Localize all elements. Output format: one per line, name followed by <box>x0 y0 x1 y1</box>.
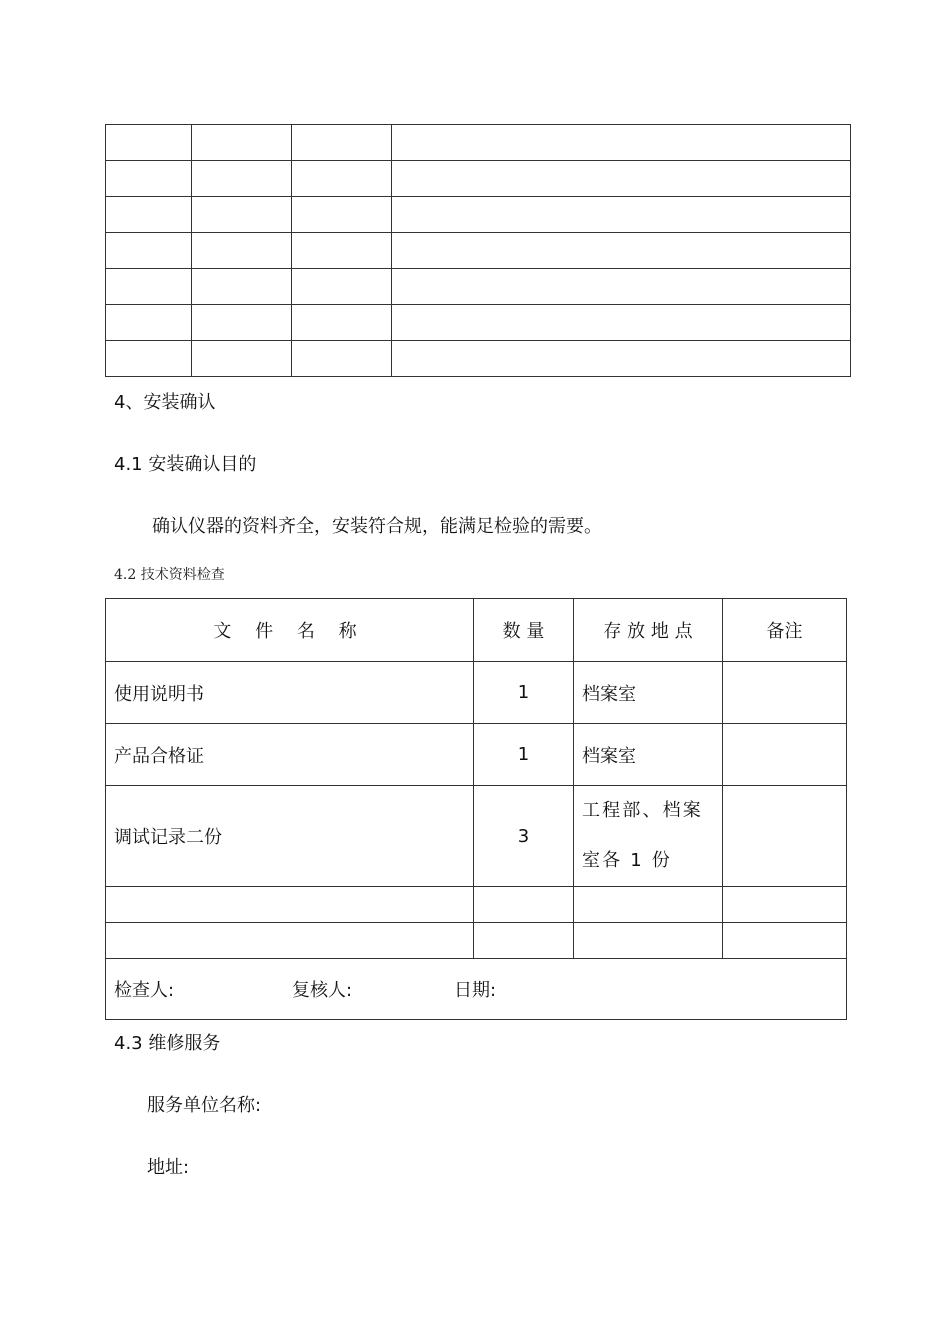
blank-record-table <box>105 124 851 377</box>
doc-location-cell <box>574 923 723 959</box>
table-row <box>106 786 847 887</box>
doc-qty-cell <box>474 923 574 959</box>
doc-location-cell: 档案室 <box>574 662 723 724</box>
col-header-quantity: 数 量 <box>474 599 574 662</box>
table-row <box>106 233 851 269</box>
reviewer-label: 复核人: <box>292 980 353 1001</box>
table-row <box>106 197 851 233</box>
doc-note-cell <box>723 786 847 887</box>
doc-name-cell: 调试记录二份 <box>106 786 474 887</box>
doc-qty-cell <box>474 887 574 923</box>
doc-name-cell: 产品合格证 <box>106 724 474 786</box>
doc-name-cell <box>106 887 474 923</box>
signature-cell <box>106 959 847 1020</box>
doc-note-cell <box>723 887 847 923</box>
doc-qty-cell: 3 <box>474 786 574 887</box>
doc-qty-cell: 1 <box>474 724 574 786</box>
table-row <box>106 305 851 341</box>
technical-documents-table <box>105 598 847 1020</box>
signature-row <box>106 959 847 1020</box>
table-row <box>106 923 847 959</box>
table-row <box>106 269 851 305</box>
purpose-text: 确认仪器的资料齐全，安装符合规，能满足检验的需要。 <box>152 516 602 537</box>
doc-note-cell <box>723 662 847 724</box>
section-4-2-heading: 4.2 技术资料检查 <box>114 567 225 583</box>
table-header-row <box>106 599 847 662</box>
col-header-note: 备注 <box>723 599 847 662</box>
section-4-1-heading: 4.1 安装确认目的 <box>114 454 257 475</box>
doc-qty-cell: 1 <box>474 662 574 724</box>
doc-note-cell <box>723 724 847 786</box>
col-header-location: 存 放 地 点 <box>574 599 723 662</box>
address-label: 地址: <box>147 1157 190 1178</box>
date-label: 日期: <box>454 980 497 1001</box>
table-row <box>106 724 847 786</box>
section-4-heading: 4、安装确认 <box>114 392 216 413</box>
table-row <box>106 341 851 377</box>
doc-name-cell <box>106 923 474 959</box>
table-row <box>106 887 847 923</box>
checker-label: 检查人: <box>114 980 175 1001</box>
doc-note-cell <box>723 923 847 959</box>
table-row <box>106 125 851 161</box>
doc-location-cell: 档案室 <box>574 724 723 786</box>
doc-location-cell <box>574 887 723 923</box>
doc-location-cell: 工程部、档案室各 1 份 <box>574 786 723 887</box>
doc-name-cell: 使用说明书 <box>106 662 474 724</box>
section-4-3-heading: 4.3 维修服务 <box>114 1033 221 1054</box>
table-row <box>106 662 847 724</box>
col-header-name: 文 件 名 称 <box>106 599 474 662</box>
table-row <box>106 161 851 197</box>
service-unit-label: 服务单位名称: <box>147 1095 262 1116</box>
